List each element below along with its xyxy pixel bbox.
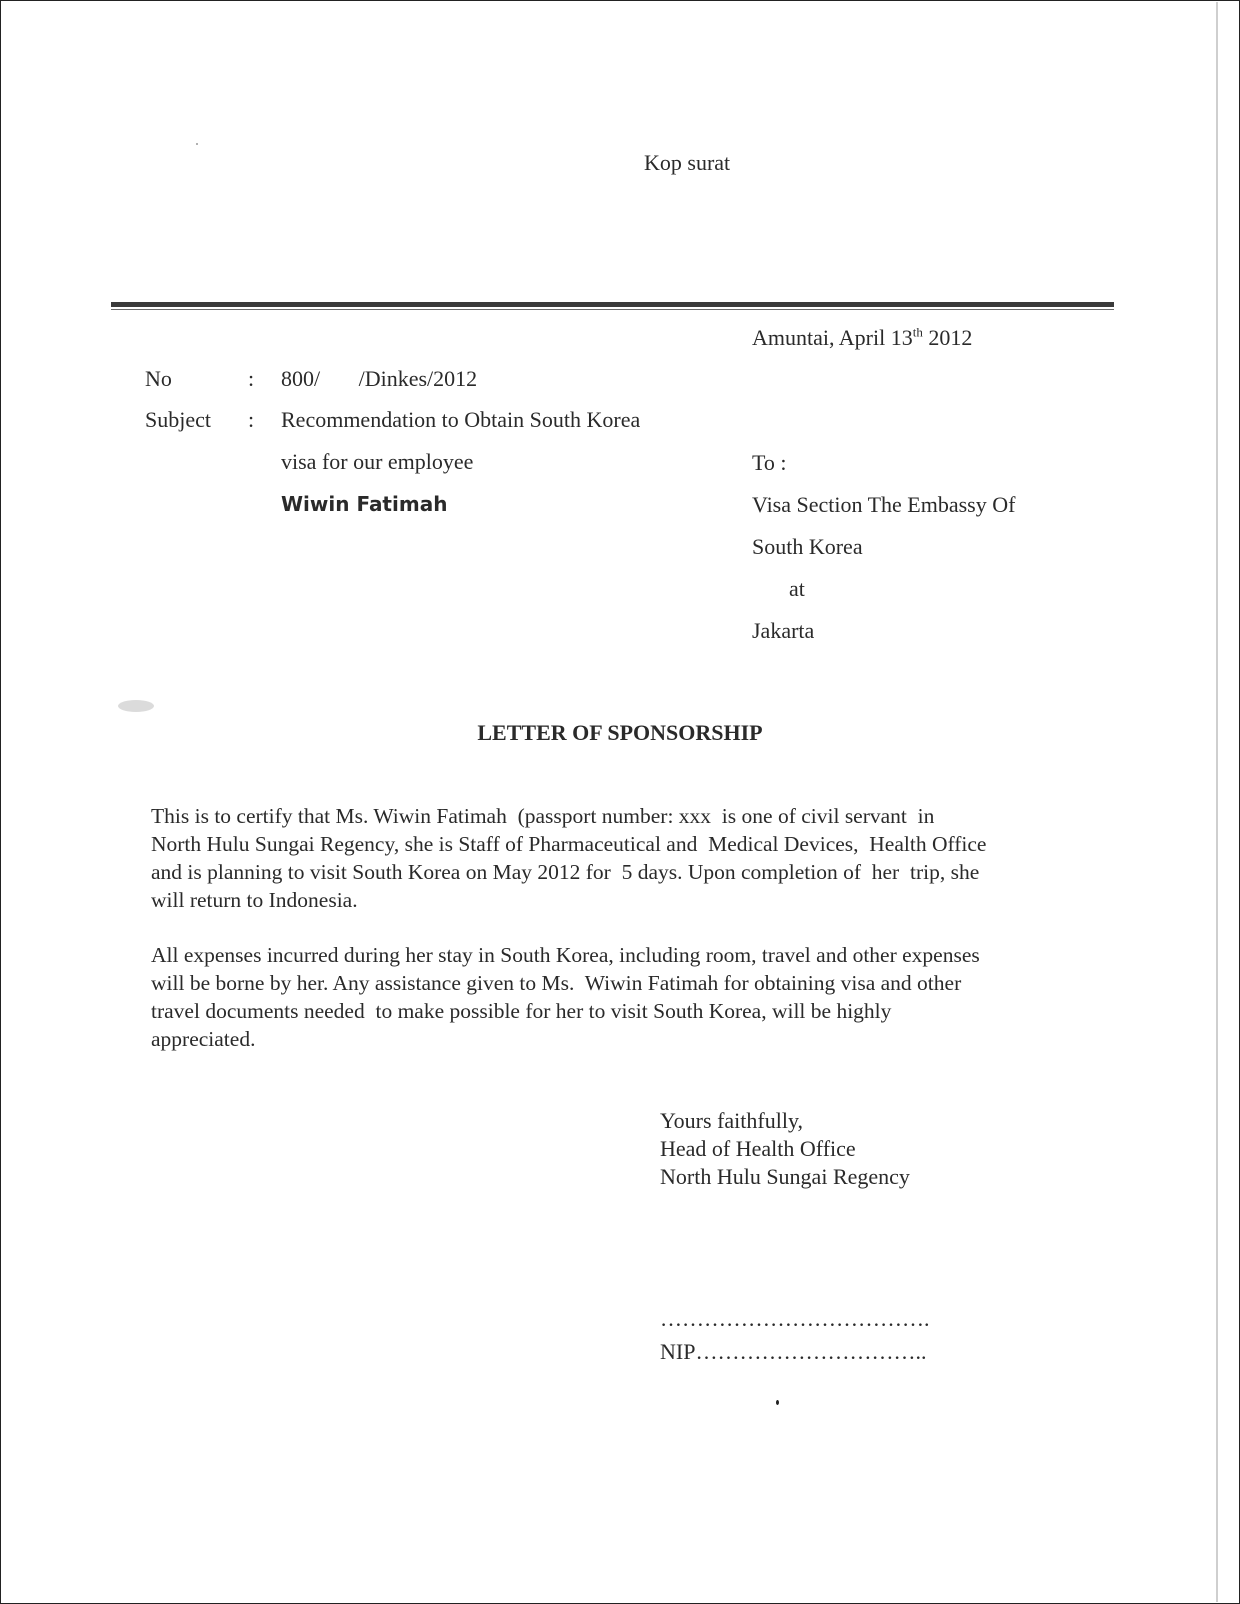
- subject-line-2: visa for our employee: [281, 449, 474, 474]
- paragraph-line: and is planning to visit South Korea on May 2012 for 5 days. Upon completion of her trip, she: [151, 860, 980, 884]
- letterhead-rule-thick: [111, 302, 1114, 307]
- date-main: Amuntai, April 13: [752, 325, 913, 350]
- scan-edge-shadow: [1216, 2, 1218, 1602]
- number-value: 800/ /Dinkes/2012: [281, 366, 478, 391]
- paragraph-line: will return to Indonesia.: [151, 888, 358, 912]
- letter-date: [752, 325, 972, 351]
- letter-title: LETTER OF SPONSORSHIP: [477, 720, 763, 745]
- closing-salutation: Yours faithfully,: [660, 1108, 804, 1133]
- subject-colon: :: [248, 407, 255, 432]
- paragraph-line: This is to certify that Ms. Wiwin Fatimah (passport number: xxx is one of civil servant in: [151, 804, 935, 828]
- scan-speck: [196, 143, 198, 145]
- recipient-line-3: at: [789, 576, 805, 601]
- recipient-label: To :: [752, 450, 787, 475]
- number-label: No: [145, 366, 172, 391]
- paragraph-line: travel documents needed to make possible for her to visit South Korea, will be highly: [151, 999, 892, 1023]
- body-paragraph-2: [151, 941, 1111, 1053]
- body-paragraph-1: [151, 802, 1111, 914]
- letterhead-rule-thin: [111, 309, 1114, 310]
- letterhead-placeholder: Kop surat: [644, 150, 731, 175]
- subject-label: Subject: [145, 407, 211, 432]
- nip-line: NIP…………………………..: [660, 1339, 927, 1364]
- signature-line: ……………………………….: [660, 1306, 930, 1331]
- paragraph-line: will be borne by her. Any assistance given to Ms. Wiwin Fatimah for obtaining visa and other: [151, 971, 962, 995]
- recipient-line-1: Visa Section The Embassy Of: [752, 492, 1016, 517]
- number-colon: :: [248, 366, 255, 391]
- scan-speck: [776, 1400, 779, 1405]
- date-ordinal: th: [912, 324, 923, 340]
- closing-position: Head of Health Office: [660, 1136, 856, 1161]
- paragraph-line: North Hulu Sungai Regency, she is Staff of Pharmaceutical and Medical Devices, Health Office: [151, 832, 987, 856]
- date-year: 2012: [922, 325, 973, 350]
- subject-line-1: Recommendation to Obtain South Korea: [281, 407, 641, 432]
- paragraph-line: appreciated.: [151, 1027, 256, 1051]
- closing-organization: North Hulu Sungai Regency: [660, 1164, 910, 1189]
- scan-speck: [118, 700, 154, 712]
- employee-name: Wiwin Fatimah: [281, 492, 448, 516]
- recipient-line-2: South Korea: [752, 534, 863, 559]
- recipient-line-4: Jakarta: [752, 618, 815, 643]
- paragraph-line: All expenses incurred during her stay in South Korea, including room, travel and other expenses: [151, 943, 980, 967]
